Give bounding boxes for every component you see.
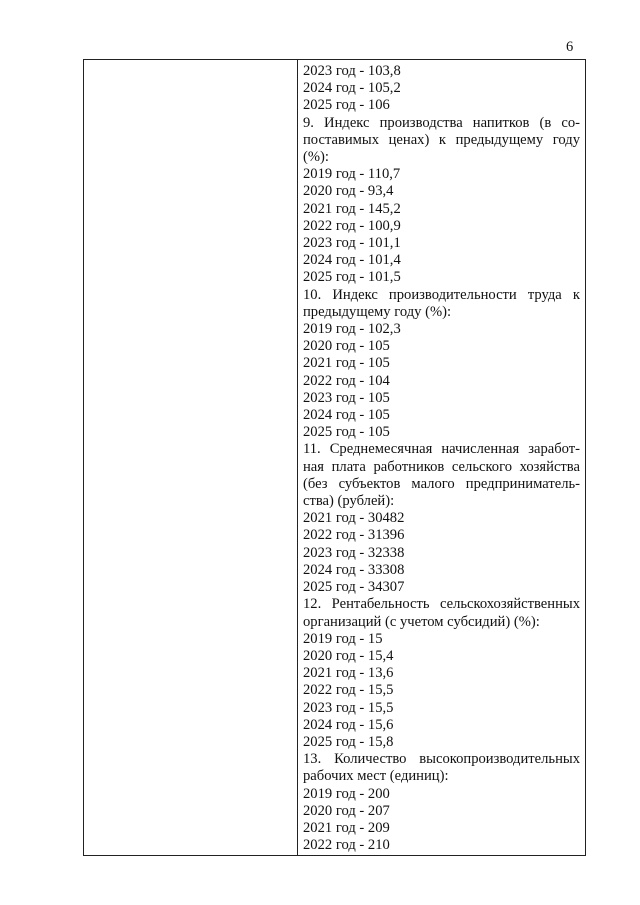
text-line: 2019 год - 102,3	[303, 321, 401, 338]
document-table	[83, 59, 586, 856]
text-line: 2021 год - 209	[303, 819, 390, 836]
text-line: 2025 год - 34307	[303, 579, 405, 596]
text-line: поставимых ценах) к предыдущему году	[303, 131, 580, 148]
text-line: 2021 год - 30482	[303, 510, 405, 527]
text-line: 2021 год - 145,2	[303, 200, 401, 217]
text-line: 2023 год - 101,1	[303, 235, 401, 252]
text-line: 2022 год - 210	[303, 837, 390, 854]
text-line: (%):	[303, 149, 329, 166]
text-line: 2024 год - 15,6	[303, 716, 394, 733]
text-line: 2022 год - 15,5	[303, 682, 394, 699]
text-line: организаций (с учетом субсидий) (%):	[303, 613, 540, 630]
text-line: ная плата работников сельского хозяйства	[303, 458, 580, 475]
text-line: 2019 год - 110,7	[303, 166, 401, 183]
text-line: 2025 год - 106	[303, 97, 390, 114]
text-line: 2022 год - 100,9	[303, 217, 401, 234]
text-line: 12. Рентабельность сельскохозяйственных	[303, 596, 580, 613]
table-left-cell	[84, 60, 298, 855]
text-line: 10. Индекс производительности труда к	[303, 286, 580, 303]
text-line: 2022 год - 31396	[303, 527, 405, 544]
text-line: 2024 год - 101,4	[303, 252, 401, 269]
text-line: рабочих мест (единиц):	[303, 768, 449, 785]
text-line: 2023 год - 15,5	[303, 699, 394, 716]
text-line: 2024 год - 105,2	[303, 80, 401, 97]
table-right-cell	[298, 60, 585, 855]
text-line: 2024 год - 33308	[303, 561, 405, 578]
text-line: 2021 год - 13,6	[303, 665, 394, 682]
text-line: (без субъектов малого предприниматель-	[303, 475, 580, 492]
text-line: 13. Количество высокопроизводительных	[303, 751, 580, 768]
text-line: ства) (рублей):	[303, 493, 395, 510]
text-line: 2025 год - 105	[303, 424, 390, 441]
text-line: 2023 год - 103,8	[303, 63, 401, 79]
page-number: 6	[566, 39, 574, 55]
text-line: 2022 год - 104	[303, 372, 390, 389]
text-line: 11. Среднемесячная начисленная заработ-	[303, 441, 580, 458]
text-line: 2020 год - 93,4	[303, 183, 394, 200]
text-line: 2023 год - 32338	[303, 544, 405, 561]
text-line: предыдущему году (%):	[303, 303, 452, 320]
text-line: 2025 год - 101,5	[303, 269, 401, 286]
text-line: 9. Индекс производства напитков (в со-	[303, 114, 580, 131]
text-line: 2019 год - 15	[303, 630, 383, 647]
text-line: 2020 год - 15,4	[303, 647, 394, 664]
text-line: 2023 год - 105	[303, 389, 390, 406]
text-line: 2021 год - 105	[303, 355, 390, 372]
text-line: 2025 год - 15,8	[303, 733, 394, 750]
text-line: 2020 год - 207	[303, 802, 390, 819]
text-line: 2019 год - 200	[303, 785, 390, 802]
text-line: 2020 год - 105	[303, 338, 390, 355]
text-line: 2024 год - 105	[303, 407, 390, 424]
